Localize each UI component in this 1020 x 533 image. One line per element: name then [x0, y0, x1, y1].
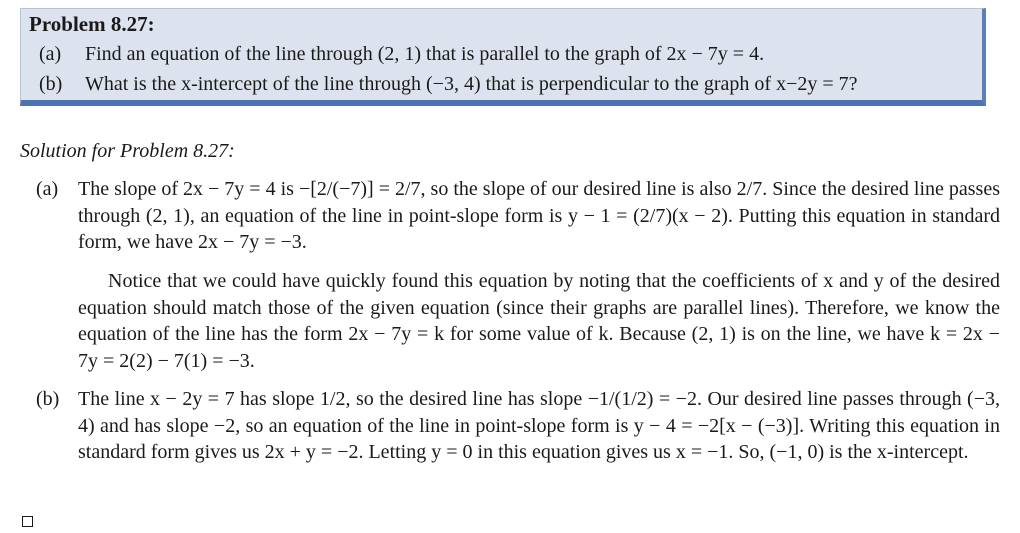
- problem-title: Problem 8.27:: [29, 12, 155, 36]
- solution-part-b: [36, 386, 1000, 466]
- problem-box: [20, 8, 986, 106]
- problem-part-b-label: (b): [39, 73, 63, 95]
- problem-part-a-text: Find an equation of the line through (2, 1) that is parallel to the graph of 2x − 7y = 4.: [85, 43, 765, 65]
- problem-part-a: [39, 41, 764, 67]
- solution-part-a-label: (a): [36, 178, 59, 200]
- problem-part-b-text: What is the x-intercept of the line through (−3, 4) that is perpendicular to the graph of x−2y = 7?: [85, 73, 858, 95]
- solution-part-b-text: The line x − 2y = 7 has slope 1/2, so the desired line has slope −1/(1/2) = −2. Our desired line passes through (−3, 4) and has slope −2, so an equation of the line in point-slope form is y − 4 = −2[x − (−3)]. Writing this equation in standard form gives us 2x + y = −2. Letting y = 0 in this equation gives us x = −1. So, (−1, 0) is the x-intercept.: [78, 388, 1000, 463]
- solution-part-a-note-text: Notice that we could have quickly found this equation by noting that the coefficients of x and y of the desired equation should match those of the given equation (since their graphs are parallel lines). Therefore, we know the equation of the line has the form 2x − 7y = k for some value of k. Because (2, 1) is on the line, we have k = 2x − 7y = 2(2) − 7(1) = −3.: [78, 270, 1000, 372]
- problem-part-b: [39, 71, 858, 97]
- solution-part-b-label: (b): [36, 388, 60, 410]
- solution-heading: Solution for Problem 8.27:: [20, 140, 235, 162]
- problem-part-a-label: (a): [39, 43, 62, 65]
- end-of-proof-square: [22, 516, 33, 527]
- solution-part-a-note: [36, 268, 1000, 374]
- solution-part-a-text: The slope of 2x − 7y = 4 is −[2/(−7)] = 2/7, so the slope of our desired line is also 2/7. Since the desired line passes through (2, 1), an equation of the line in point-slope form is y − 1 = (2/7)(x − 2). Putting this equation in standard form, we have 2x − 7y = −3.: [78, 178, 1000, 253]
- solution-part-a: [36, 176, 1000, 256]
